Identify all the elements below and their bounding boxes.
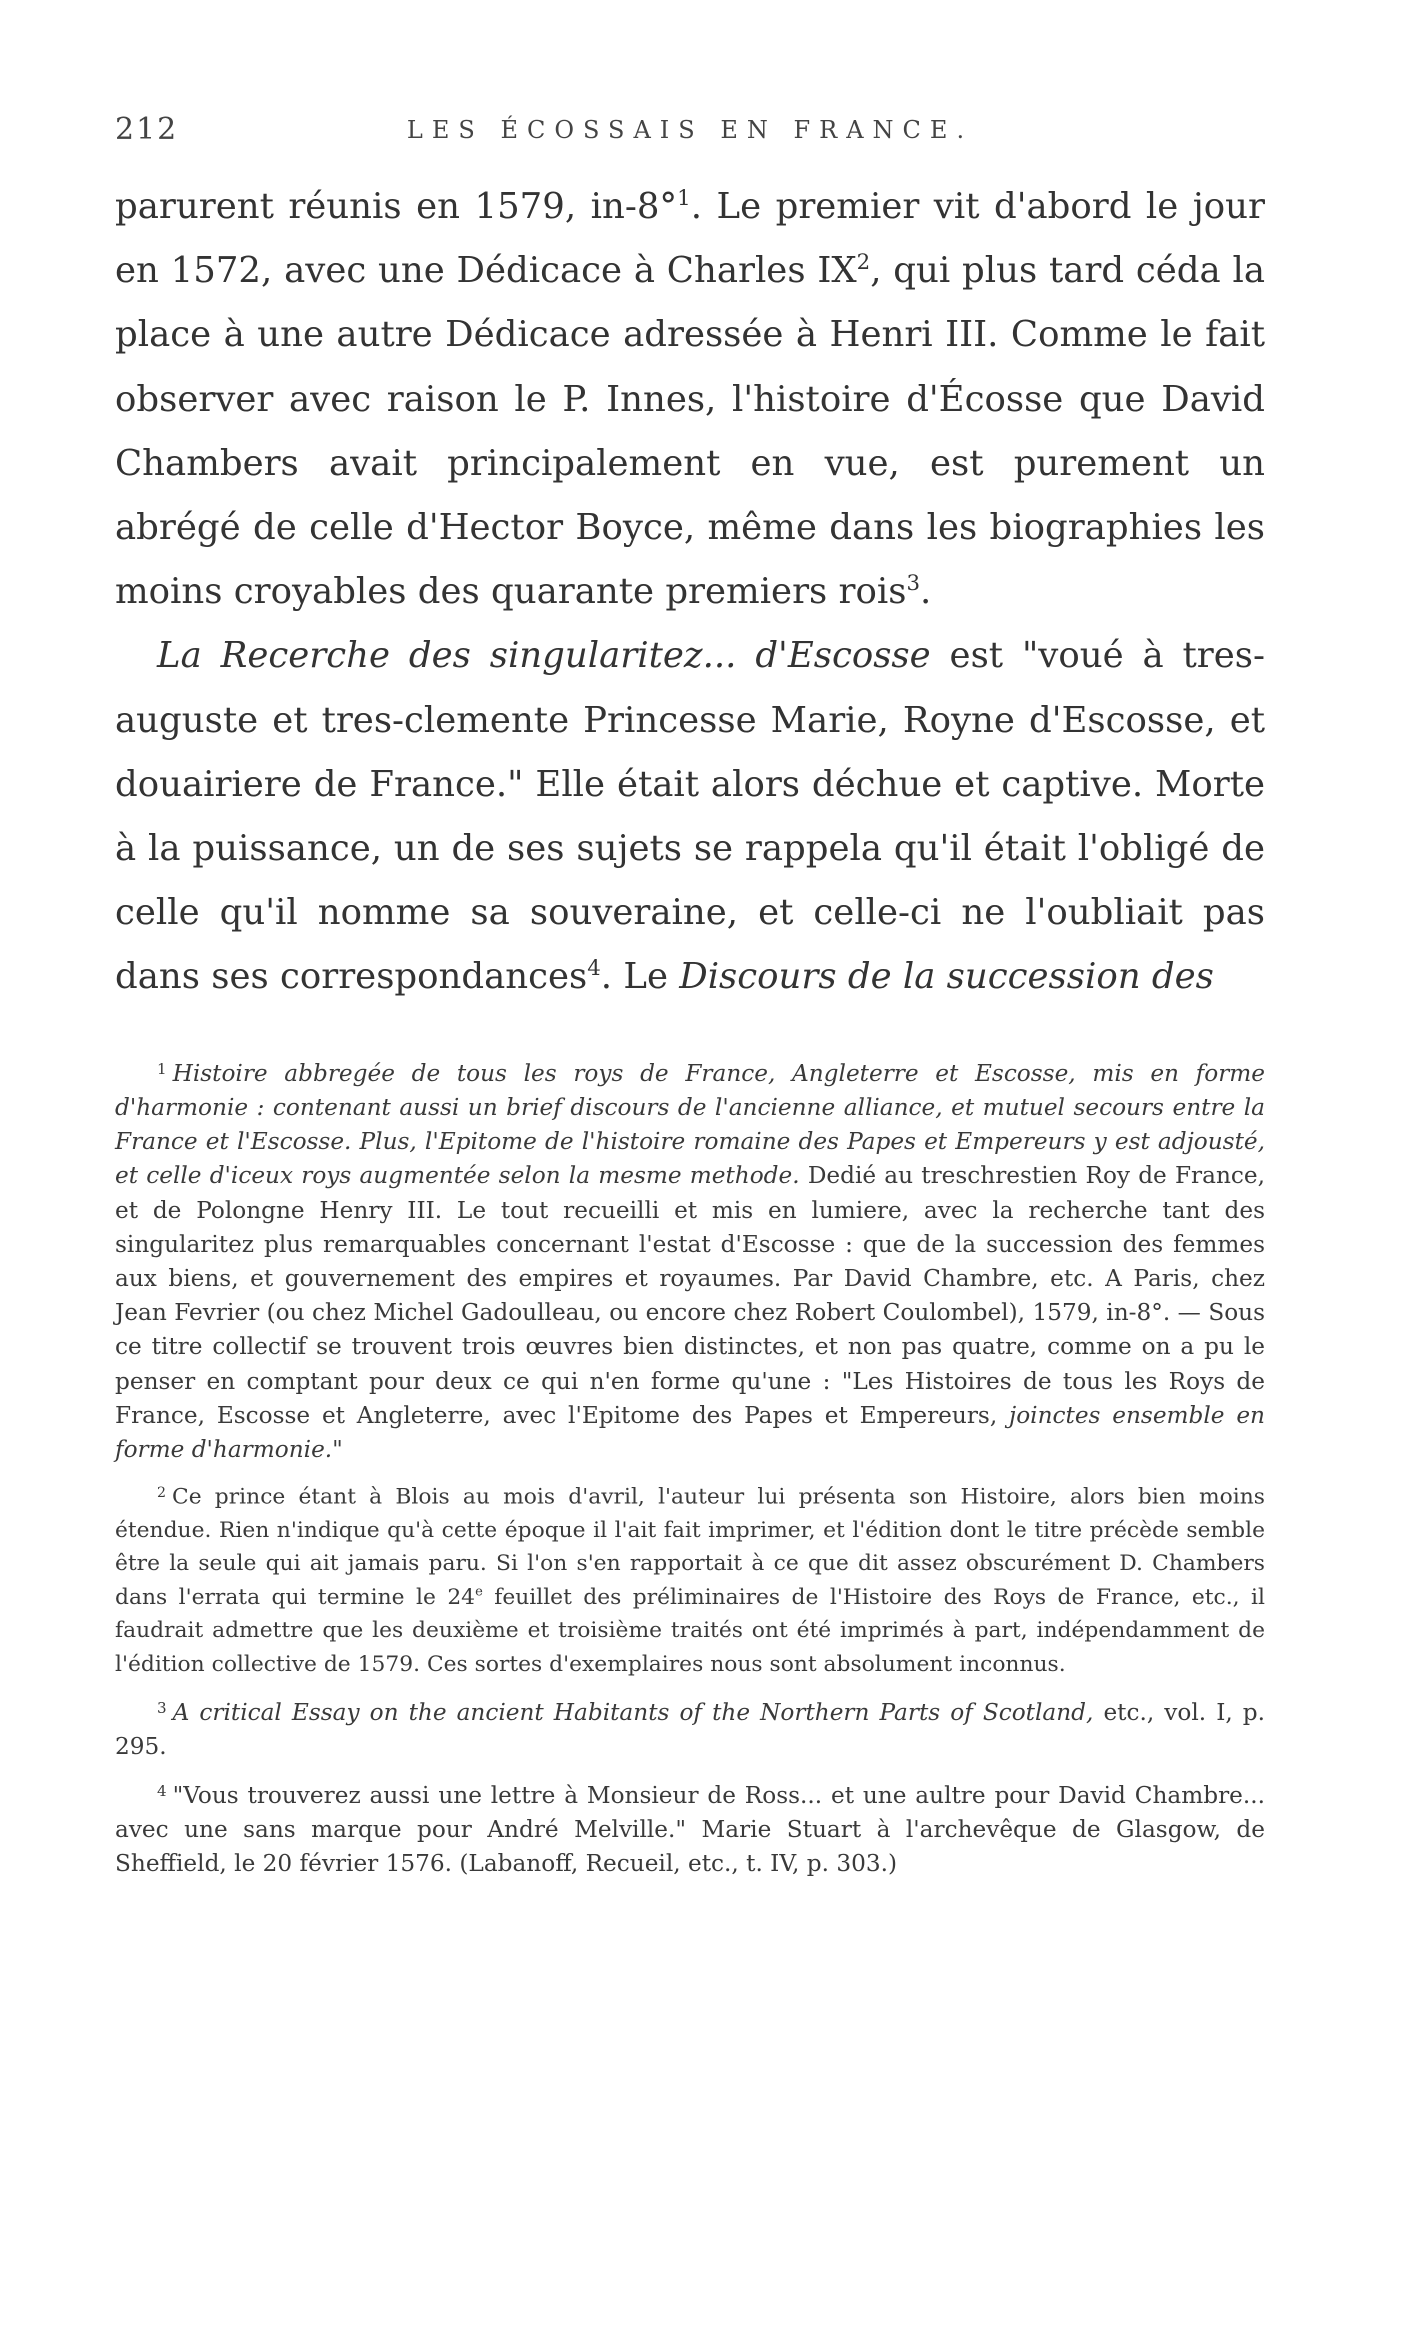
text-span: est "voué à tres-auguste et tres-clemente Princesse Marie, Royne d'Escosse, et douairiere de France." Elle était alors déchue et captive. Morte à la puissance, un de ses sujets se rappela qu'il était l'obligé de celle qu'il nomme sa souveraine, et celle-ci ne l'oubliait pas dans ses correspondances — [115, 635, 1265, 998]
page-number: 212 — [115, 112, 179, 147]
paragraph-2 — [115, 624, 1265, 1009]
footnote-number: 3 — [157, 1699, 167, 1718]
text-span: , qui plus tard céda la place à une autre Dédicace adressée à Henri III. Comme le fait observer avec raison le P. Innes, l'histoire d'Écosse que David Chambers avait principalement en vue, est purement un abrégé de celle d'Hector Boyce, même dans les biographies les moins croyables des quarante premiers rois — [115, 250, 1266, 613]
footnote-text: "Vous trouverez aussi une lettre à Monsieur de Ross... et une aultre pour David Chambre... avec une sans marque pour André Melville." Marie Stuart à l'archevêque de Glasgow, de Sheffield, le 20 février 1576. (Labanoff, Recueil, etc., t. IV, p. 303.) — [115, 1782, 1265, 1878]
footnote-ref: 1 — [677, 186, 691, 212]
footnote-1 — [115, 1052, 1265, 1467]
text-span: . Le — [600, 956, 680, 998]
running-title: LES ÉCOSSAIS EN FRANCE. — [406, 116, 974, 144]
footnote-4 — [115, 1774, 1265, 1881]
footnote-title: Histoire abbregée de tous les roys de France, Angleterre et Escosse, mis en forme d'harmonie : contenant aussi un brief discours de l'ancienne alliance, et mutuel secours entre la France et l'Escosse. Plus, l'Epitome de l'histoire romaine des Papes et Empereurs y est adjousté, et celle d'iceux roys augmentée selon la mesme methode. — [115, 1059, 1265, 1190]
footnote-number: 4 — [157, 1782, 167, 1801]
text-span: . — [920, 571, 932, 613]
footnote-text: " — [332, 1436, 343, 1464]
paragraph-1 — [115, 175, 1265, 624]
footnote-2 — [115, 1477, 1265, 1681]
text-span: . Le premier vit d'abord le jour en 1572, avec une Dédicace à Charles IX — [115, 186, 1266, 292]
footnote-3 — [115, 1691, 1265, 1764]
page-header — [115, 112, 1265, 152]
footnotes — [115, 1052, 1265, 1892]
footnote-text: Dedié au treschrestien Roy de France, et de Polongne Henry III. Le tout recueilli et mis en lumiere, avec la recherche tant des singularitez plus remarquables concernant l'estat d'Escosse : que de la succession des femmes aux biens, et gouvernement des empires et royaumes. Par David Chambre, etc. A Paris, chez Jean Fevrier (ou chez Michel Gadoulleau, ou encore chez Robert Coulombel), 1579, in-8°. — Sous ce titre collectif se trouvent trois œuvres bien distinctes, et non pas quatre, comme on a pu le penser en comptant pour deux ce qui n'en forme qu'une : "Les Histoires de tous les Roys de France, Escosse et Angleterre, avec l'Epitome des Papes et Empereurs, — [115, 1162, 1265, 1429]
footnote-number: 2 — [157, 1485, 167, 1502]
text-span: parurent réunis en 1579, in-8° — [115, 186, 678, 227]
main-text — [115, 175, 1265, 1010]
book-title: La Recerche des singularitez... d'Escosse — [157, 635, 931, 677]
footnote-number: 1 — [157, 1060, 167, 1078]
footnote-ref: 2 — [856, 250, 871, 276]
footnote-text: etc., vol. I, p. 295. — [115, 1698, 1265, 1761]
footnote-title: joinctes ensemble en forme d'harmonie. — [115, 1401, 1265, 1464]
footnote-ref: 4 — [587, 956, 601, 982]
footnote-text: Ce prince étant à Blois au mois d'avril, l'auteur lui présenta son Histoire, alors bien moins étendue. Rien n'indique qu'à cette époque il l'ait fait imprimer, et l'édition dont le titre précède semble être la seule qui ait jamais paru. Si l'on s'en rapportait à ce que dit assez obscurément D. Chambers dans l'errata qui termine le 24 — [115, 1484, 1265, 1610]
book-title: Discours de la succession des — [679, 956, 1214, 998]
footnote-text: feuillet des préliminaires de l'Histoire des Roys de France, etc., il faudrait admettre que les deuxième et troisième traités ont été imprimés à part, indépendamment de l'édition collective de 1579. Ces sortes d'exemplaires nous sont absolument inconnus. — [115, 1584, 1265, 1677]
footnote-title: A critical Essay on the ancient Habitants of the Northern Parts of Scotland, — [172, 1698, 1094, 1726]
superscript: e — [475, 1584, 483, 1600]
footnote-ref: 3 — [906, 571, 921, 597]
